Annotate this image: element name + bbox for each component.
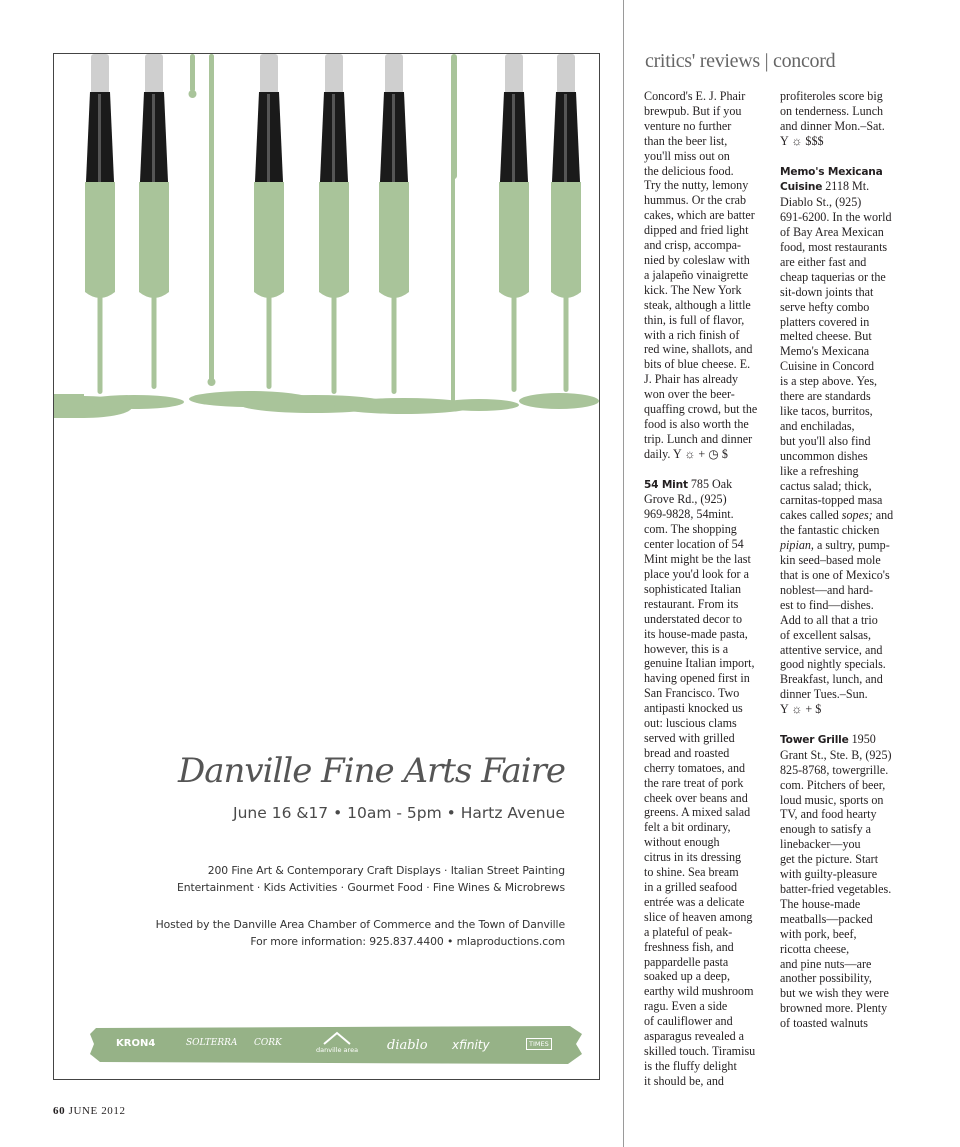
review-text-line: cakes called [780,508,839,523]
review-text-line: sit-down joints that [780,284,874,299]
review-text-line: with a rich finish of [644,327,740,342]
review-text-line: sophisticated Italian [644,581,742,596]
review-text-line: and pine nuts—are [780,956,872,971]
sponsor-logo-diablo: diablo [387,1038,428,1053]
review-text-line: is the fluffy delight [644,1058,737,1073]
review-text-line: than the beer list, [644,133,728,148]
paintbrush [551,54,581,392]
restaurant-name: Tower Grille [780,733,849,746]
review-text-line: uncommon dishes [780,448,868,463]
issue-date: JUNE 2012 [68,1105,126,1117]
review-text-line: earthy wild mushroom [644,984,754,999]
rating-icons: Y ☼ + $ [780,702,822,717]
paintbrush [499,54,529,392]
column-divider [623,0,624,1147]
drip-1 [190,54,195,92]
review-text-line: are either fast and [780,254,867,269]
review-text-line: of toasted walnuts [780,1016,868,1031]
review-text-line: brewpub. But if you [644,103,742,118]
paintbrush [379,54,409,394]
review-text-line: won over the beer- [644,387,735,402]
review-text-line: there are standards [780,389,871,404]
section-separator: | [764,50,769,72]
paintbrush [85,54,115,394]
review-text-line: with guilty-pleasure [780,867,878,882]
review-text-line: profiteroles score big [780,89,883,103]
review-text-line: understated decor to [644,611,743,626]
paintbrush [139,54,169,389]
review-text-line: the delicious food. [644,163,734,178]
review-text-line: batter-fried vegetables. [780,882,892,896]
review-text-line: you'll miss out on [644,148,730,163]
review-text-line: Concord's E. J. Phair [644,89,746,103]
review-text-line: 691-6200. In the world [780,210,892,225]
review-text-line: serve hefty combo [780,299,870,314]
review-text-line: Diablo St., (925) [780,195,862,210]
page-number: 60 [53,1105,66,1117]
sponsor-logo-times: TIMES [526,1038,552,1050]
review-text-line: nied by coleslaw with [644,252,750,267]
review-text-line: carnitas-topped masa [780,493,883,508]
review-text-line: entrée was a delicate [644,894,745,909]
sponsor-logo-cork: CORK [254,1038,282,1048]
review-text-line: having opened first in [644,671,750,686]
review-text-line: to shine. Sea bream [644,865,739,880]
review-text-line: and dinner Mon.–Sat. [780,118,885,133]
restaurant-name-cont: Cuisine [780,181,823,194]
section-heading [645,50,835,73]
review-text-line: 785 Oak [690,476,733,491]
review-text-line: quaffing crowd, but the [644,402,758,417]
review-text-line: good nightly specials. [780,657,886,672]
review-text-line: Add to all that a trio [780,612,878,627]
sponsor-logo-danville: danville area [316,1046,359,1054]
sponsor-logo-xfinity: xfinity [452,1038,490,1052]
review-text-line: that is one of Mexico's [780,567,890,582]
review-text-line: pappardelle pasta [644,954,729,969]
advertisement [53,53,600,1080]
restaurant-name: Memo's Mexicana [780,165,883,178]
ad-title: Danville Fine Arts Faire [177,751,565,791]
sponsor-logo-kron4: KRON4 [116,1038,156,1049]
review-text-line: on tenderness. Lunch [780,103,884,118]
review-text-line: skilled touch. Tiramisu [644,1043,756,1058]
review-text-line: red wine, shallots, and [644,342,753,357]
review-text-line: bits of blue cheese. E. [644,357,751,372]
review-text-line: restaurant. From its [644,596,739,611]
review-italic-term: pipian, [780,538,814,553]
ad-features-1: 200 Fine Art & Contemporary Craft Displays · Italian Street Painting [207,864,565,877]
review-text-line: asparagus revealed a [644,1029,745,1044]
review-text-line: com. The shopping [644,522,737,537]
review-text-line: steak, although a little [644,297,751,312]
review-text-line: The house-made [780,896,861,911]
review-text-line: ragu. Even a side [644,999,728,1014]
restaurant-name: 54 Mint [644,478,688,491]
review-text-line: like tacos, burritos, [780,404,873,419]
review-ej-phair [644,89,760,462]
review-text-line: the fantastic chicken [780,523,880,538]
review-text-line: melted cheese. But [780,329,872,344]
review-text-line: its house-made pasta, [644,626,748,641]
review-text-line: 825-8768, towergrille. [780,762,889,777]
danville-house-icon [322,1031,352,1045]
review-text-line: com. Pitchers of beer, [780,777,886,792]
review-text-line: and crisp, accompa- [644,238,742,253]
review-text-line: get the picture. Start [780,852,879,867]
review-italic-term: sopes; [841,508,873,523]
review-text-line: hummus. Or the crab [644,193,747,208]
review-text-line: browned more. Plenty [780,1001,888,1016]
ad-info: For more information: 925.837.4400 • mlaproductions.com [250,935,565,948]
review-text-line: cactus salad; thick, [780,478,872,493]
review-column-2 [780,89,896,1046]
review-text-line: TV, and food hearty [780,807,877,822]
review-text-line: Grove Rd., (925) [644,492,727,507]
review-text-line: linebacker—you [780,837,861,852]
review-text-line: with pork, beef, [780,926,857,941]
review-text-line: and [872,508,894,523]
review-text-line: a sultry, pump- [813,538,890,553]
review-text-line: served with grilled [644,730,735,745]
review-text-line: greens. A mixed salad [644,805,751,820]
section-name: critics' reviews [645,50,760,72]
review-text-line: freshness fish, and [644,939,734,954]
rating-icons: Y ☼ + ◷ $ [673,446,728,461]
review-text-line: bread and roasted [644,745,730,760]
ad-features-2: Entertainment · Kids Activities · Gourmet Food · Fine Wines & Microbrews [176,881,565,894]
review-text-line: citrus in its dressing [644,850,742,865]
brushes [85,54,581,394]
review-text-line: San Francisco. Two [644,686,740,701]
review-text-line: Mint might be the last [644,552,751,567]
paintbrush-illustration [54,54,599,434]
paintbrush [319,54,349,394]
review-text-line: cherry tomatoes, and [644,760,746,775]
review-text-line: cakes, which are batter [644,208,755,223]
review-text-line: genuine Italian import, [644,656,755,671]
review-text-line: enough to satisfy a [780,822,872,837]
review-text-line: of cauliflower and [644,1014,733,1029]
review-text-line: dipped and fried light [644,223,749,238]
review-text-line: without enough [644,835,720,850]
review-text-line: slice of heaven among [644,909,753,924]
review-text-line: kin seed–based mole [780,553,881,568]
review-text-line: trip. Lunch and dinner [644,431,753,446]
review-text-line: Breakfast, lunch, and [780,672,883,687]
review-text-line: Grant St., Ste. B, (925) [780,747,892,762]
paint-puddle [54,391,599,418]
drip-3 [451,54,457,179]
review-text-line: food is also worth the [644,416,749,431]
review-text-line: platters covered in [780,314,870,329]
review-text-line: another possibility, [780,971,872,986]
review-text-line: cheap taquerias or the [780,269,886,284]
review-text-line: ricotta cheese, [780,941,850,956]
review-tower-grille [780,732,896,1031]
review-text-line: kick. The New York [644,282,742,297]
review-text-line: est to find—dishes. [780,597,874,612]
review-text-line: of Bay Area Mexican [780,225,884,240]
review-text-line: cheek over beans and [644,790,748,805]
review-text-line: of excellent salsas, [780,627,872,642]
paintbrush [254,54,284,389]
review-text-line: meatballs—packed [780,911,873,926]
review-text-line: dinner Tues.–Sun. [780,687,868,702]
review-text-line: 2118 Mt. [825,179,870,194]
ad-host: Hosted by the Danville Area Chamber of Commerce and the Town of Danville [155,918,565,931]
review-text-line: out: luscious clams [644,716,737,731]
review-text-line: is a step above. Yes, [780,374,878,389]
review-text-line: daily. [644,446,671,461]
page-folio [53,1105,126,1117]
review-memos-mexicana [780,164,896,718]
review-text-line: loud music, sports on [780,792,884,807]
review-text-line: center location of 54 [644,537,744,552]
review-column-1 [644,89,760,1104]
sponsor-logo-solterra: SOLTERRA [186,1038,238,1048]
review-54-mint [644,477,760,1089]
review-text-line: it should be, and [644,1073,724,1088]
rating-icons: Y ☼ $$$ [780,133,824,148]
review-text-line: like a refreshing [780,463,859,478]
review-text-line: attentive service, and [780,642,883,657]
review-text-line: thin, is full of flavor, [644,312,745,327]
review-text-line: antipasti knocked us [644,701,743,716]
review-text-line: but you'll also find [780,433,871,448]
review-text-line: venture no further [644,118,732,133]
review-text-line: 969-9828, 54mint. [644,507,734,522]
review-text-line: and enchiladas, [780,418,855,433]
review-text-line: noblest—and hard- [780,582,874,597]
review-text-line: a plateful of peak- [644,924,733,939]
review-text-line: food, most restaurants [780,240,888,255]
review-text-line: Memo's Mexicana [780,344,870,359]
review-text-line: the rare treat of pork [644,775,744,790]
review-text-line: soaked up a deep, [644,969,730,984]
section-city: concord [773,50,836,72]
review-text-line: J. Phair has already [644,372,739,387]
review-text-line: however, this is a [644,641,729,656]
ad-dates: June 16 &17 • 10am - 5pm • Hartz Avenue [233,804,565,822]
review-text-line: felt a bit ordinary, [644,820,731,835]
review-54-mint-cont [780,89,896,149]
review-text-line: 1950 [851,731,876,746]
review-text-line: in a grilled seafood [644,880,738,895]
review-text-line: place you'd look for a [644,566,749,581]
review-text-line: a jalapeño vinaigrette [644,267,749,282]
review-text-line: but we wish they were [780,986,889,1001]
review-text-line: Cuisine in Concord [780,359,875,374]
review-text-line: Try the nutty, lemony [644,178,749,193]
